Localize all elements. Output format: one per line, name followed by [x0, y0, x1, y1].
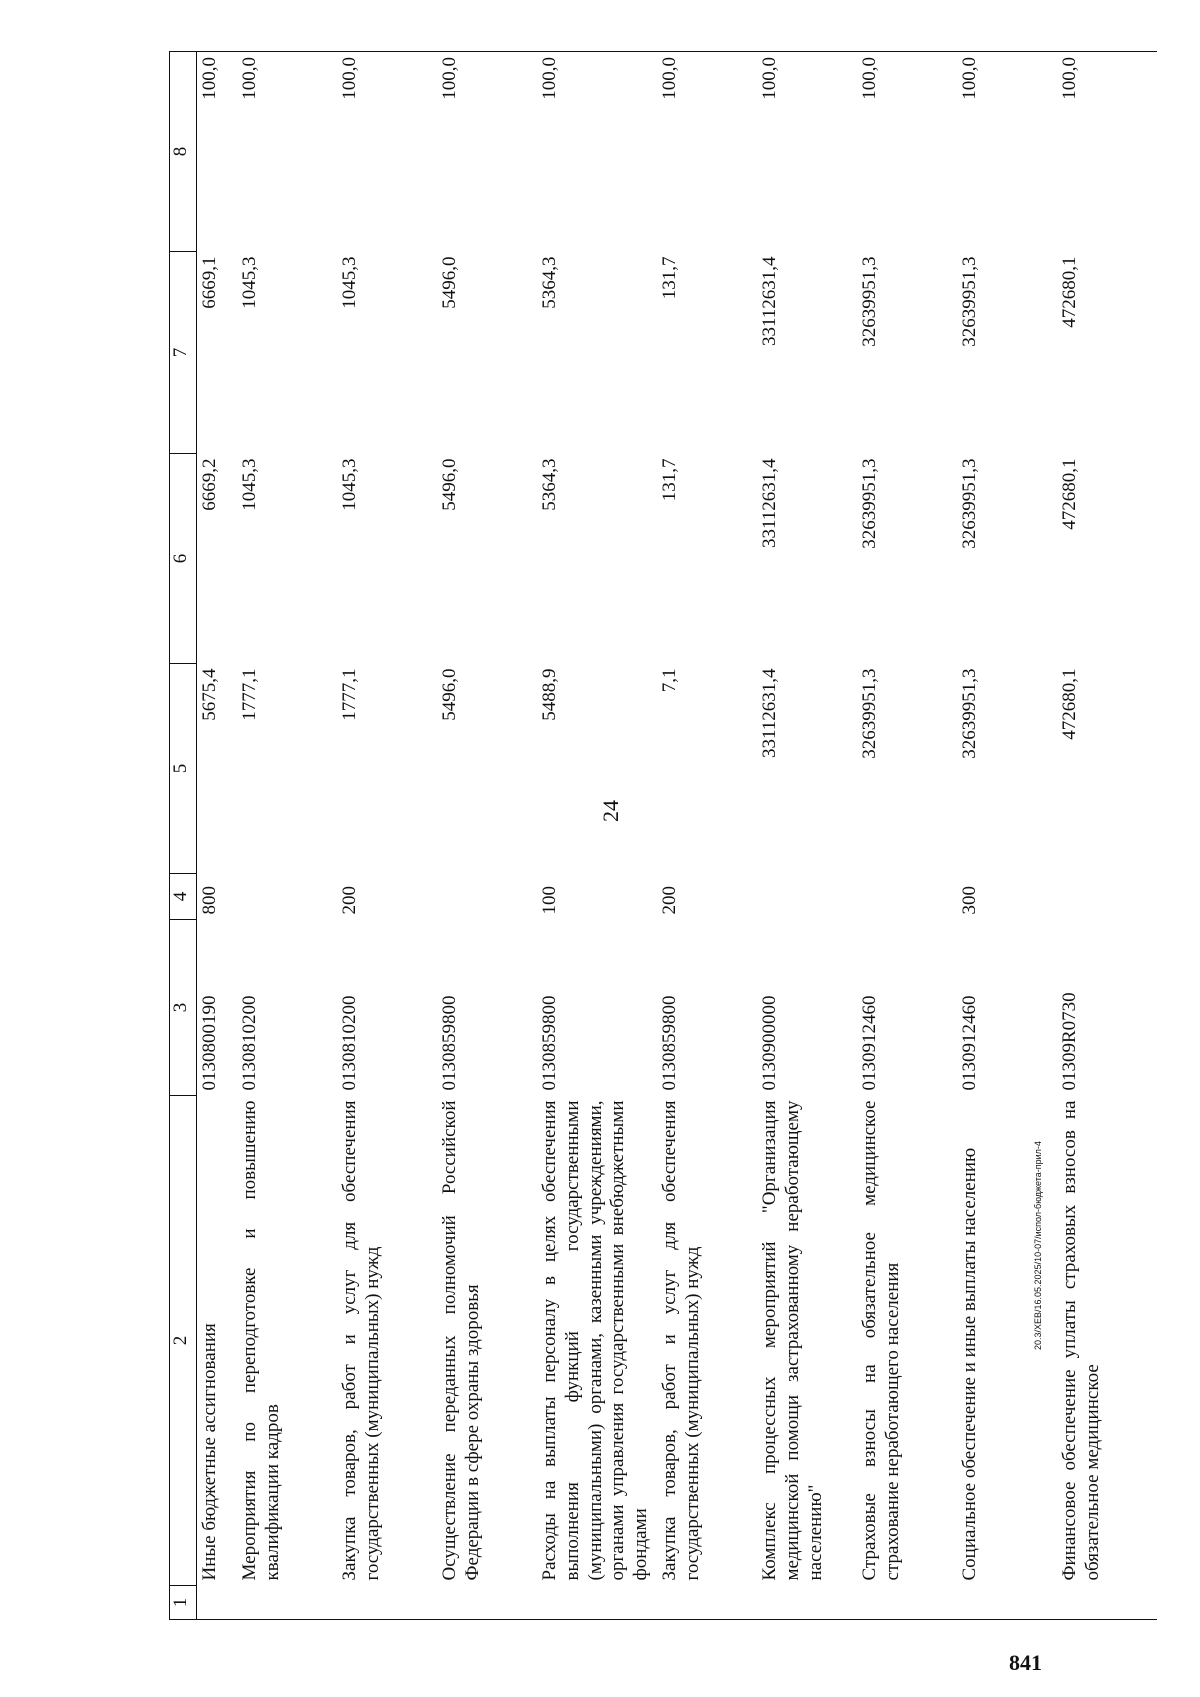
- expense-name: Осуществление переданных полномочий Российской Федерации в сфере охраны здоровья: [439, 1100, 483, 1581]
- row-number: [237, 1586, 337, 1620]
- amount-col5: 5496,0: [439, 668, 460, 721]
- expense-type-code: 800: [199, 886, 220, 915]
- table-row: [237, 52, 337, 1620]
- amount-col5: 5675,4: [199, 668, 220, 721]
- column-header: 4: [170, 874, 197, 920]
- row-number: [437, 1586, 537, 1620]
- expense-type-code: 300: [958, 886, 980, 915]
- amount-col5: 32639951,3: [958, 668, 980, 759]
- expense-name: Закупка товаров, работ и услуг для обеспечения государственных (муниципальных) нужд: [339, 1100, 383, 1581]
- amount-col6: 5364,3: [539, 458, 560, 511]
- percent-col8: 100,0: [537, 52, 657, 252]
- amount-col5: 1777,1: [239, 668, 260, 721]
- row-number: [957, 1586, 1057, 1620]
- column-header: 7: [170, 252, 197, 454]
- amount-col6: 32639951,3: [958, 458, 980, 549]
- amount-col5: 7,1: [658, 668, 680, 693]
- amount-col7: 5496,0: [439, 256, 460, 309]
- amount-col6: 5496,0: [439, 458, 460, 511]
- target-code: 0130912460: [858, 995, 880, 1091]
- percent-col8: 100,0: [757, 52, 857, 252]
- amount-col6: 6669,2: [199, 458, 220, 511]
- percent-col8: 100,0: [337, 52, 437, 252]
- amount-col6: 131,7: [658, 458, 680, 502]
- column-header: 3: [170, 920, 197, 1096]
- target-code: 0130800190: [199, 995, 220, 1091]
- column-header: 1: [170, 1586, 197, 1620]
- table-row: [437, 52, 537, 1620]
- expense-name: Социальное обеспечение и иные выплаты населению: [958, 1147, 980, 1581]
- amount-col5: 5488,9: [539, 668, 560, 721]
- amount-col7: 1045,3: [339, 256, 360, 309]
- amount-col7: 472680,1: [1058, 256, 1080, 328]
- table-row: [337, 52, 437, 1620]
- target-code: 0130900000: [758, 995, 780, 1091]
- percent-col8: 100,0: [237, 52, 337, 252]
- percent-col8: 100,0: [657, 52, 757, 252]
- amount-col7: 32639951,3: [958, 256, 980, 347]
- expense-name: Финансовое обеспечение уплаты страховых взносов на обязательное медицинское: [1058, 1100, 1103, 1581]
- budget-table: [169, 51, 1157, 1620]
- row-number: [197, 1586, 238, 1620]
- percent-col8: 100,0: [437, 52, 537, 252]
- expense-type-code: 200: [339, 886, 360, 915]
- expense-type-code: [437, 874, 537, 920]
- target-code: 0130810200: [339, 995, 360, 1091]
- amount-col5: 32639951,3: [858, 668, 880, 759]
- header-row: [170, 52, 197, 1620]
- amount-col6: 472680,1: [1058, 458, 1080, 530]
- expense-type-code: [237, 874, 337, 920]
- column-header: 2: [170, 1096, 197, 1586]
- amount-col6: 32639951,3: [858, 458, 880, 549]
- amount-col6: 1045,3: [239, 458, 260, 511]
- expense-name: Комплекс процессных мероприятий "Организация медицинской помощи застрахованному неработающему населению": [758, 1100, 826, 1581]
- rotated-sheet: [169, 52, 1103, 1620]
- percent-col8: 100,0: [957, 52, 1057, 252]
- expense-name: Мероприятия по переподготовке и повышению квалификации кадров: [239, 1100, 283, 1581]
- amount-col6: 33112631,4: [758, 458, 780, 549]
- expense-type-code: [857, 874, 957, 920]
- amount-col7: 33112631,4: [758, 256, 780, 347]
- amount-col5: 1777,1: [339, 668, 360, 721]
- amount-col7: 6669,1: [199, 256, 220, 309]
- amount-col7: 5364,3: [539, 256, 560, 309]
- row-number: [337, 1586, 437, 1620]
- amount-col5: 472680,1: [1058, 668, 1080, 740]
- percent-col8: 100,0: [1057, 52, 1157, 252]
- row-number: [857, 1586, 957, 1620]
- row-number: [757, 1586, 857, 1620]
- row-number: [657, 1586, 757, 1620]
- target-code: 0130859800: [539, 995, 560, 1091]
- expense-name: Расходы на выплаты персоналу в целях обеспечения выполнения функций государственными (муниципальными) органами, казенными учреждениями, органами управления государственными внебюджетными фондами: [539, 1100, 652, 1581]
- target-code: 01309R0730: [1058, 992, 1080, 1091]
- expense-name: Закупка товаров, работ и услуг для обеспечения государственных (муниципальных) нужд: [658, 1100, 703, 1581]
- target-code: 0130859800: [658, 995, 680, 1091]
- table-row: [657, 52, 757, 1620]
- expense-name: Иные бюджетные ассигнования: [199, 1323, 220, 1581]
- expense-type-code: 100: [539, 886, 560, 915]
- expense-type-code: 200: [658, 886, 680, 915]
- row-number: [1057, 1586, 1157, 1620]
- amount-col6: 1045,3: [339, 458, 360, 511]
- target-code: 0130810200: [239, 995, 260, 1091]
- page-number: 24: [598, 800, 623, 822]
- table-row: [197, 52, 238, 1620]
- expense-name: Страховые взносы на обязательное медицинское страхование неработающего населения: [858, 1100, 903, 1581]
- expense-type-code: [1057, 874, 1157, 920]
- row-number: [537, 1586, 657, 1620]
- target-code: 0130912460: [958, 995, 980, 1091]
- percent-col8: 100,0: [197, 52, 238, 252]
- column-header: 5: [170, 664, 197, 874]
- expense-type-code: [757, 874, 857, 920]
- amount-col7: 131,7: [658, 256, 680, 300]
- amount-col7: 32639951,3: [858, 256, 880, 347]
- percent-col8: 100,0: [857, 52, 957, 252]
- table-row: [537, 52, 657, 1620]
- sheet-number: 841: [1009, 1650, 1042, 1675]
- amount-col7: 1045,3: [239, 256, 260, 309]
- amount-col5: 33112631,4: [758, 668, 780, 759]
- table-row: [757, 52, 857, 1620]
- table-row: [957, 52, 1057, 1620]
- footer-document-id: 20.3/XEB/16.05.2025/10-07/испол-бюджета-прил-4: [1033, 1141, 1043, 1350]
- column-header: 6: [170, 454, 197, 664]
- table-row: [857, 52, 957, 1620]
- column-header: 8: [170, 52, 197, 252]
- table-row: [1057, 52, 1157, 1620]
- target-code: 0130859800: [439, 995, 460, 1091]
